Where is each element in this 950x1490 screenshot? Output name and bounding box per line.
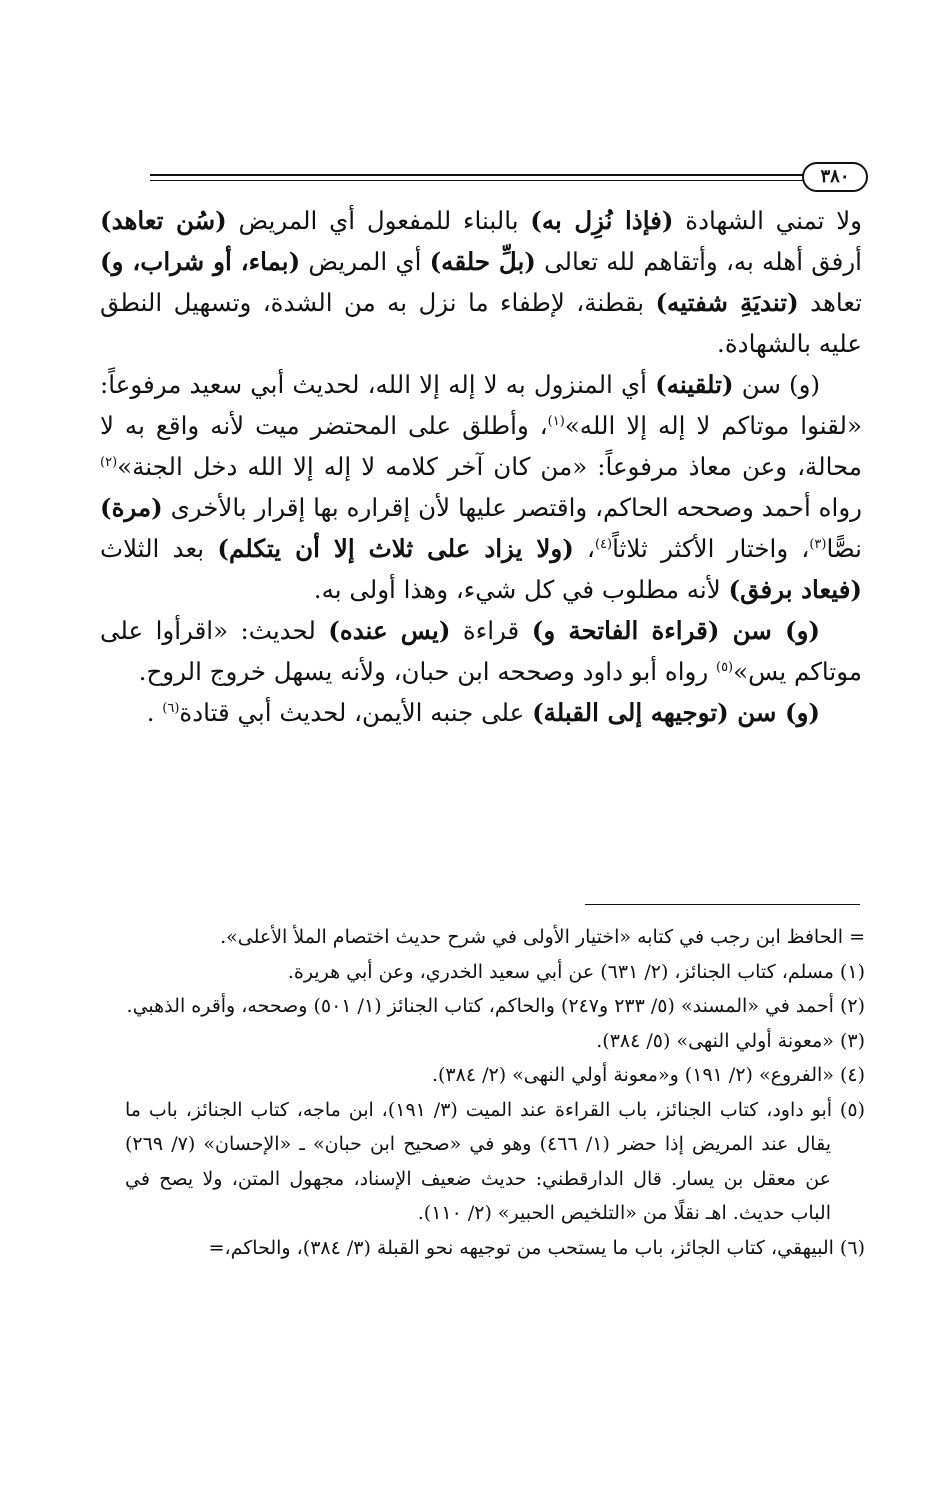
sharh-text: على جنبه الأيمن، لحديث أبي قتادة [179, 698, 533, 727]
footnote-separator [585, 904, 860, 905]
footnote-ref[interactable]: (٣) [809, 536, 827, 552]
matn-text: (و) سن (توجيهه إلى القبلة) [532, 698, 820, 727]
matn-text: (فإذا نُزِل به) [530, 206, 674, 235]
matn-text: (تنديَةِ شفتيه) [655, 288, 799, 317]
sharh-text: ، واختار الأكثر ثلاثاً [612, 534, 810, 563]
footnote: (٢) أحمد في «المسند» (٥/ ٢٣٣ و٢٤٧) والحاكم، كتاب الجنائز (١/ ٥٠١) وصححه، وأقره الذهبي. [126, 995, 865, 1017]
sharh-text: بالبناء للمفعول أي المريض [226, 206, 531, 235]
paragraph [100, 364, 862, 610]
matn-text: (بلِّ حلقه) [429, 247, 536, 276]
matn-text: (سُن تعاهد) [100, 206, 227, 235]
footnote-ref[interactable]: (٢) [100, 454, 118, 470]
sharh-text: بقطنة، لإطفاء ما نزل به من الشدة، وتسهيل النطق عليه بالشهادة. [100, 288, 862, 358]
footnote: (٣) «معونة أولي النهى» (٥/ ٣٨٤). [596, 1029, 865, 1052]
sharh-text: أرفق أهله به، وأتقاهم لله تعالى [535, 247, 862, 276]
matn-text: (مرة) [100, 493, 163, 522]
paragraph [100, 692, 862, 733]
matn-text: (ولا يزاد على ثلاث إلا أن يتكلم) [217, 534, 574, 563]
matn-text: (تلقينه) [655, 370, 734, 399]
sharh-text: (و) سن [733, 370, 820, 399]
header-rule-thin [150, 180, 804, 181]
footnote: (٦) البيهقي، كتاب الجائز، باب ما يستحب من توجيهه نحو القبلة (٣/ ٣٨٤)، والحاكم،= [208, 1236, 865, 1259]
paragraph [100, 200, 862, 364]
sharh-text: نصًّا [826, 534, 862, 563]
matn-text: (بماء، أو شراب، و) [100, 247, 301, 276]
footnote-ref[interactable]: (١) [547, 413, 565, 429]
matn-text: (و) سن (قراءة الفاتحة و) [531, 616, 821, 645]
page-header [150, 162, 868, 192]
sharh-text: أي المريض [300, 247, 430, 276]
sharh-text: . [146, 698, 163, 727]
sharh-text: رواه أحمد وصححه الحاكم، واقتصر عليها لأن إقراره بها إقرار بالأخرى [162, 493, 862, 522]
sharh-text: بعد الثلاث [100, 534, 218, 563]
paragraph [100, 610, 862, 692]
page-number: ٣٨٠ [802, 162, 868, 192]
main-text [100, 200, 862, 733]
footnote: (٥) أبو داود، كتاب الجنائز، باب القراءة عند الميت (٣/ ١٩١)، ابن ماجه، كتاب الجنائز، باب ما يقال عند المريض إذا حضر (١/ ٤٦٦) وهو في «صحيح ابن حبان» ـ «الإحسان» (٧/ ٢٦٩) عن معقل بن يسار. قال الدارقطني: حديث ضعيف الإسناد، مجهول المتن، ولا يصح في الباب حديث. اهـ نقلًا من «التلخيص الحبير» (٢/ ١١٠). [125, 1098, 865, 1224]
footnote: (١) مسلم، كتاب الجنائز، (٢/ ٦٣١) عن أبي سعيد الخدري، وعن أبي هريرة. [287, 960, 865, 983]
footnote-ref[interactable]: (٦) [162, 700, 180, 716]
sharh-text: لحديث: «اقرأوا على موتاكم يس» [100, 616, 862, 686]
sharh-text: أي المنزول به لا إله إلا الله، لحديث أبي سعيد مرفوعاً: «لقنوا موتاكم لا إله إلا الله» [100, 370, 862, 440]
footnote-ref[interactable]: (٥) [715, 659, 734, 675]
sharh-text: ، وأطلق على المحتضر ميت لأنه واقع به لا محالة، وعن معاذ مرفوعاً: «من كان آخر كلامه لا إله إلا الله دخل الجنة» [100, 411, 862, 481]
matn-text: (فيعاد برفق) [728, 575, 862, 604]
sharh-text: ولا تمني الشهادة [673, 206, 863, 235]
footnote-ref[interactable]: (٤) [594, 536, 613, 552]
matn-text: (يس عنده) [328, 616, 451, 645]
sharh-text: قراءة [450, 616, 532, 645]
sharh-text: لأنه مطلوب في كل شيء، وهذا أولى به. [313, 575, 729, 604]
footnotes [125, 920, 865, 1265]
header-rule [150, 174, 804, 176]
footnote: (٤) «الفروع» (٢/ ١٩١) و«معونة أولي النهى» (٢/ ٣٨٤). [431, 1064, 865, 1086]
sharh-text: ، [573, 534, 595, 563]
sharh-text: تعاهد [798, 288, 862, 317]
footnote: = الحافظ ابن رجب في كتابه «اختيار الأولى في شرح حديث اختصام الملأ الأعلى». [220, 926, 865, 948]
sharh-text: رواه أبو داود وصححه ابن حبان، ولأنه يسهل خروج الروح. [138, 657, 716, 686]
